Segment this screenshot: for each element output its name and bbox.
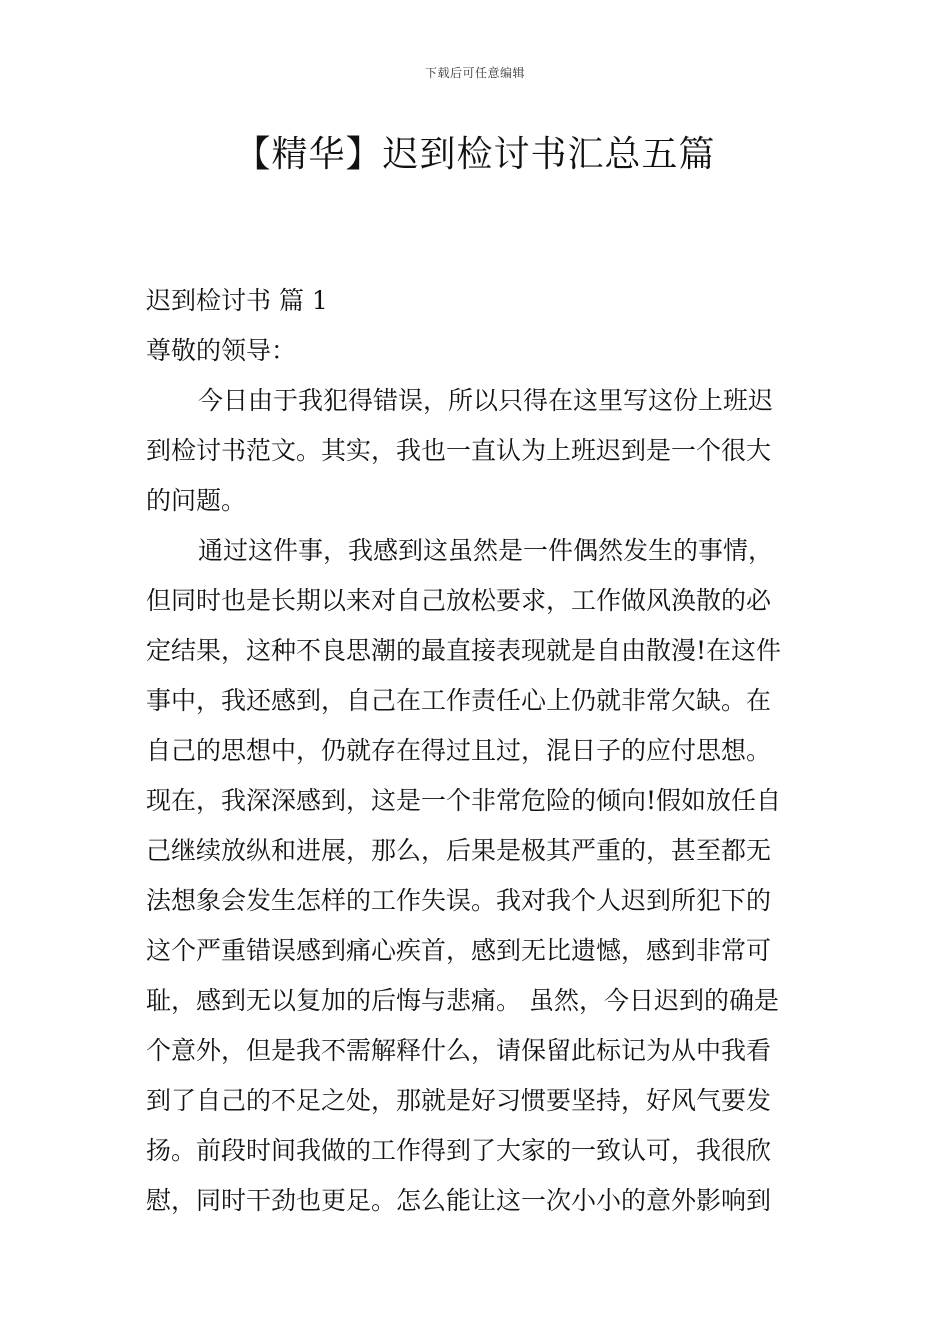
- salutation: 尊敬的领导：: [146, 336, 297, 365]
- paragraph-line: 自己的思想中，仍就存在得过且过，混日子的应付思想。: [146, 736, 772, 765]
- paragraph-line: 事中，我还感到，自己在工作责任心上仍就非常欠缺。在: [146, 686, 772, 715]
- paragraph-line: 慰，同时干劲也更足。怎么能让这一次小小的意外影响到: [146, 1186, 772, 1215]
- paragraph-line: 己继续放纵和进展，那么，后果是极其严重的，甚至都无: [146, 836, 772, 865]
- paragraph-line: 但同时也是长期以来对自己放松要求，工作做风涣散的必: [146, 586, 772, 615]
- header-note: 下载后可任意编辑: [424, 66, 525, 80]
- paragraph-line: 耻，感到无以复加的后悔与悲痛。 虽然，今日迟到的确是: [146, 986, 779, 1015]
- paragraph-line: 到检讨书范文。其实，我也一直认为上班迟到是一个很大: [146, 436, 772, 465]
- paragraph-line: 今日由于我犯得错误，所以只得在这里写这份上班迟: [198, 386, 774, 415]
- paragraph-line: 现在，我深深感到，这是一个非常危险的倾向!假如放任自: [146, 786, 782, 815]
- document-title: 【精华】迟到检讨书汇总五篇: [234, 134, 716, 175]
- paragraph-line: 个意外，但是我不需解释什么，请保留此标记为从中我看: [146, 1036, 772, 1065]
- paragraph-2: [146, 526, 806, 1226]
- paragraph-1: [146, 376, 806, 526]
- document-body: [146, 276, 806, 1226]
- section-heading: 迟到检讨书 篇 1: [146, 286, 328, 315]
- paragraph-line: 通过这件事，我感到这虽然是一件偶然发生的事情，: [198, 536, 774, 565]
- paragraph-line: 扬。前段时间我做的工作得到了大家的一致认可，我很欣: [146, 1136, 772, 1165]
- paragraph-line: 定结果，这种不良思潮的最直接表现就是自由散漫!在这件: [146, 636, 782, 665]
- paragraph-line: 的问题。: [146, 486, 247, 515]
- paragraph-line: 这个严重错误感到痛心疾首，感到无比遗憾，感到非常可: [146, 936, 772, 965]
- paragraph-line: 法想象会发生怎样的工作失误。我对我个人迟到所犯下的: [146, 886, 772, 915]
- paragraph-line: 到了自己的不足之处，那就是好习惯要坚持，好风气要发: [146, 1086, 772, 1115]
